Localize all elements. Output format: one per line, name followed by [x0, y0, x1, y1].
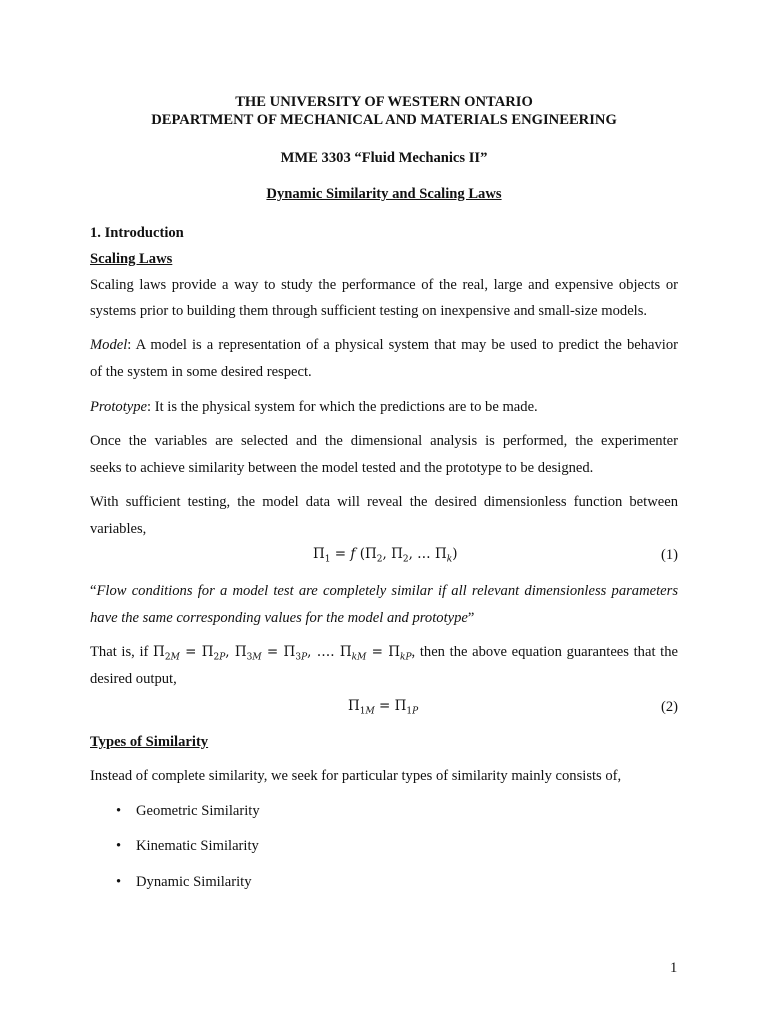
department-name: DEPARTMENT OF MECHANICAL AND MATERIALS ENGINEERING: [151, 112, 617, 128]
quote-text: Flow conditions for a model test are completely similar if all relevant dimensionless parameters: [96, 583, 678, 599]
list-item-dynamic: Dynamic Similarity: [136, 874, 252, 890]
document-title: Dynamic Similarity and Scaling Laws: [266, 186, 502, 202]
model-definition-text: : A model is a representation of a physical system that may be used to predict the behavior: [127, 337, 678, 353]
bullet-icon: •: [116, 803, 122, 819]
quote-close-mark: ”: [467, 610, 475, 626]
similarity-intro: Instead of complete similarity, we seek for particular types of similarity mainly consists of,: [90, 768, 622, 784]
paragraph-line: systems prior to building them through sufficient testing on inexpensive and small-size models.: [90, 303, 648, 319]
quote-line: [90, 584, 678, 599]
equation-1: $\Pi_1 = f$ ($\Pi_2$, $\Pi_2$, … $\Pi_k$): [313, 546, 458, 565]
equation-2: $\Pi_{1M} = \Pi_{1P}$: [348, 698, 419, 717]
condition-equations: $\Pi_{2M} = \Pi_{2P}$, $\Pi_{3M} = \Pi_{3P}$, …. $\Pi_{kM} = \Pi_{kP}$: [153, 644, 412, 663]
prototype-definition-text: : It is the physical system for which the predictions are to be made.: [147, 399, 538, 415]
paragraph-line: With sufficient testing, the model data will reveal the desired dimensionless function between: [90, 494, 678, 510]
quote-text: have the same corresponding values for the model and prototype: [90, 610, 468, 626]
section-heading-introduction: 1. Introduction: [90, 225, 184, 241]
model-definition-line: [90, 338, 678, 353]
prototype-definition-line: [90, 400, 538, 415]
paragraph-line: of the system in some desired respect.: [90, 364, 312, 380]
paragraph-line: seeks to achieve similarity between the model tested and the prototype to be designed.: [90, 460, 594, 476]
course-title: MME 3303 “Fluid Mechanics II”: [280, 150, 488, 166]
paragraph-line: Once the variables are selected and the dimensional analysis is performed, the experimenter: [90, 433, 678, 449]
condition-suffix: , then the above equation guarantees that the: [411, 644, 679, 660]
quote-line: [90, 611, 474, 626]
equation-number-2: (2): [660, 699, 678, 715]
paragraph-line: desired output,: [90, 671, 177, 687]
condition-line: [90, 645, 678, 663]
bullet-icon: •: [116, 838, 122, 854]
subheading-scaling-laws: Scaling Laws: [90, 251, 173, 267]
list-item-geometric: Geometric Similarity: [136, 803, 260, 819]
model-term: Model: [90, 337, 128, 353]
equation-number-1: (1): [660, 547, 678, 563]
page-number: 1: [670, 960, 678, 976]
university-name: THE UNIVERSITY OF WESTERN ONTARIO: [235, 94, 533, 110]
quote-open-mark: “: [90, 583, 97, 599]
list-item-kinematic: Kinematic Similarity: [136, 838, 259, 854]
prototype-term: Prototype: [90, 399, 148, 415]
condition-prefix: That is, if: [90, 644, 149, 660]
paragraph-line: Scaling laws provide a way to study the performance of the real, large and expensive objects or: [90, 277, 678, 293]
bullet-icon: •: [116, 874, 122, 890]
subheading-types-of-similarity: Types of Similarity: [90, 734, 209, 750]
paragraph-line: variables,: [90, 521, 147, 537]
